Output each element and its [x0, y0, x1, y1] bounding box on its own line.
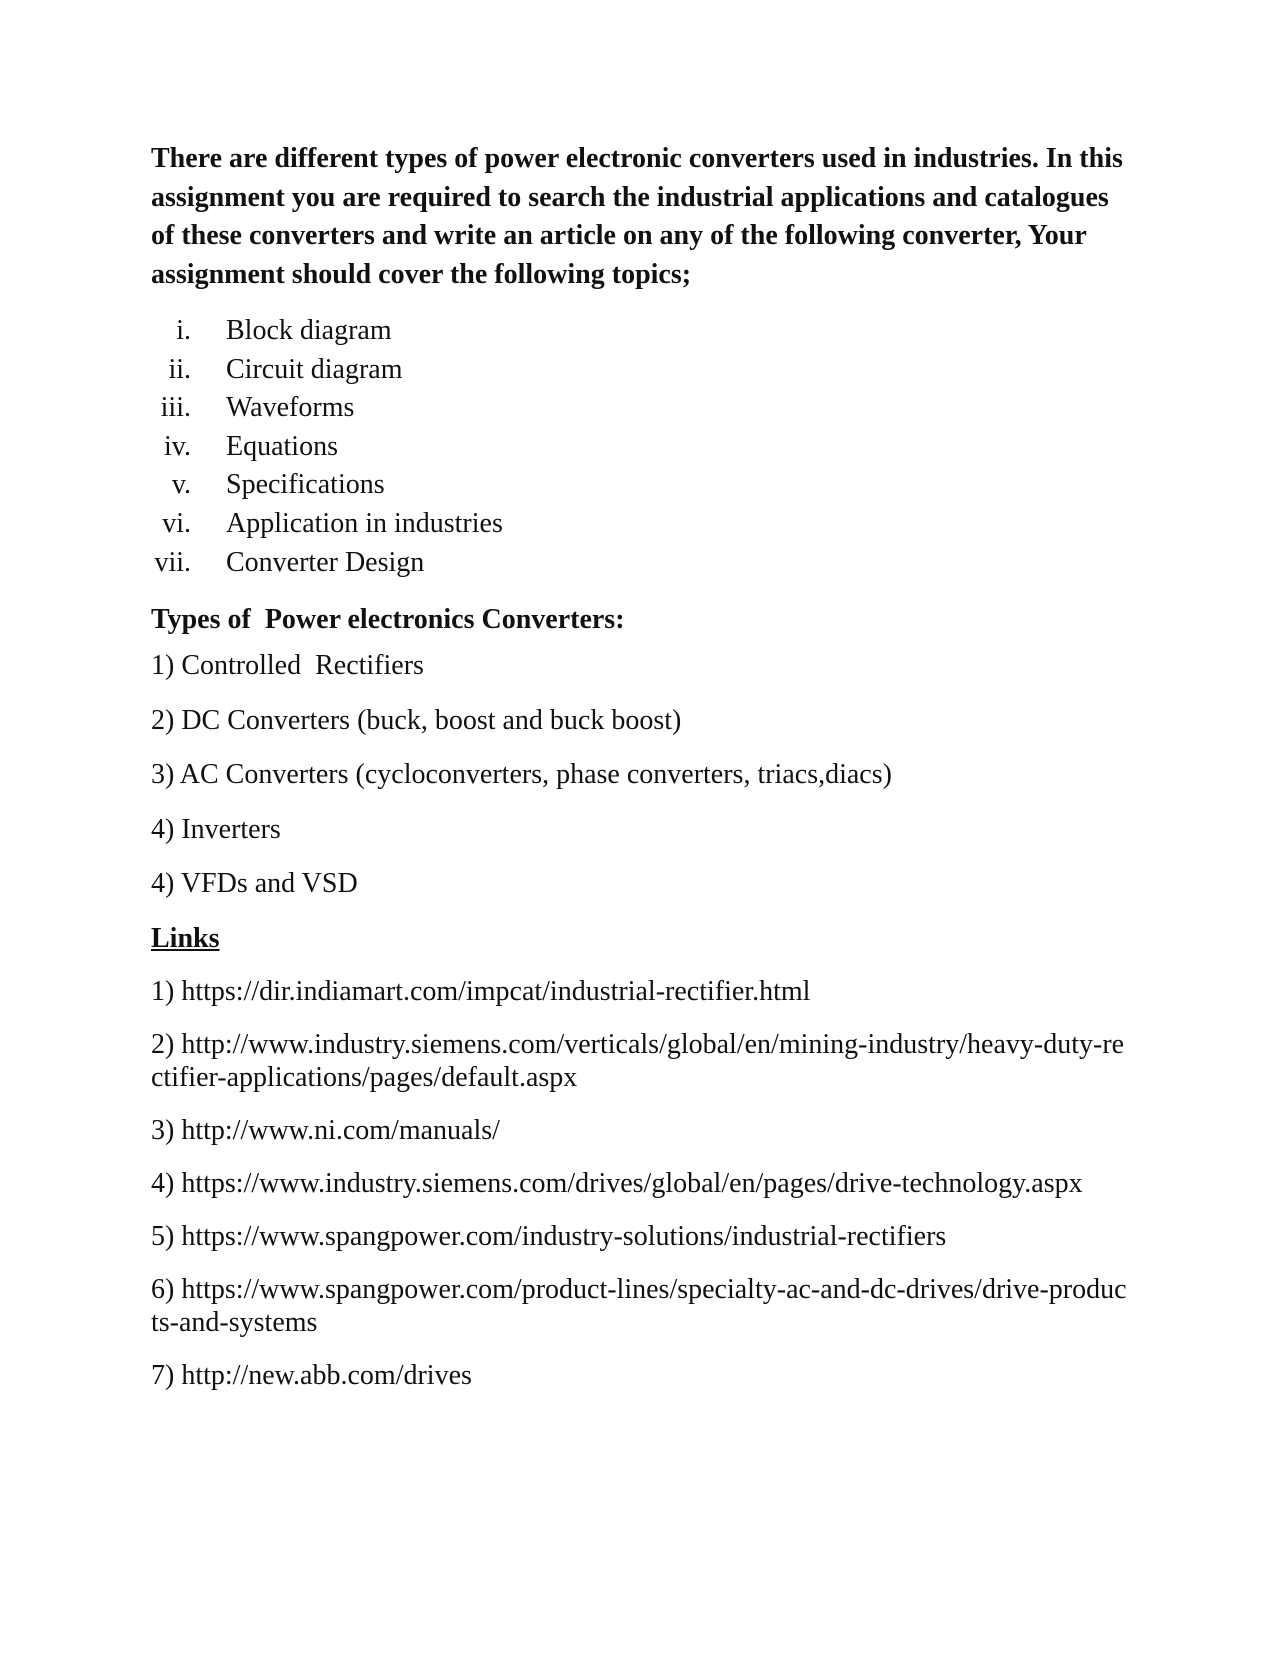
topic-number: iii.	[160, 392, 191, 424]
topic-label: Waveforms	[226, 392, 355, 424]
link-item	[151, 1359, 1131, 1392]
link-item	[151, 1220, 1131, 1253]
list-item	[151, 312, 1131, 351]
link-item	[151, 1114, 1131, 1147]
topic-number: vii.	[154, 546, 191, 578]
topic-label: Block diagram	[226, 315, 392, 346]
link-url[interactable]: http://www.ni.com/manuals/	[181, 1114, 500, 1146]
topic-label: Specifications	[226, 469, 385, 501]
list-item	[151, 428, 1131, 467]
document-page	[151, 140, 1131, 1412]
link-item	[151, 1028, 1131, 1094]
list-item	[151, 466, 1131, 505]
link-item	[151, 1273, 1131, 1339]
topic-number: iv.	[164, 430, 191, 462]
link-number: 5)	[151, 1220, 175, 1252]
list-item: 2) DC Converters (buck, boost and buck boost)	[151, 704, 682, 736]
list-item: 4) Inverters	[151, 813, 281, 845]
topic-number: vi.	[162, 507, 191, 539]
link-item	[151, 975, 1131, 1008]
links-heading: Links	[151, 922, 220, 954]
link-number: 6)	[151, 1273, 175, 1305]
link-number: 7)	[151, 1359, 175, 1391]
topic-label: Circuit diagram	[226, 353, 403, 385]
links-list	[151, 975, 1131, 1392]
link-number: 1)	[151, 975, 175, 1007]
link-url[interactable]: https://www.industry.siemens.com/drives/global/en/pages/drive-technology.aspx	[181, 1167, 1083, 1199]
link-url[interactable]: https://dir.indiamart.com/impcat/industrial-rectifier.html	[181, 975, 811, 1007]
link-url[interactable]: http://new.abb.com/drives	[181, 1359, 472, 1391]
converter-types-list	[151, 648, 1131, 921]
topic-label: Converter Design	[226, 546, 425, 578]
topic-label: Equations	[226, 430, 338, 462]
types-heading: Types of Power electronics Converters:	[151, 604, 625, 636]
intro-paragraph: There are different types of power electronic converters used in industries. In this assignment you are required to search the industrial applications and catalogues of these converters and write an article on any of the following converter, Your assignment should cover the following topics;	[151, 143, 1123, 290]
link-number: 2)	[151, 1028, 175, 1060]
link-url[interactable]: http://www.industry.siemens.com/verticals/global/en/mining-industry/heavy-duty-rectifier-applications/pages/default.aspx	[151, 1028, 1125, 1093]
link-number: 4)	[151, 1167, 175, 1199]
list-item: 4) VFDs and VSD	[151, 868, 358, 900]
list-item: 1) Controlled Rectifiers	[151, 650, 424, 682]
topic-number: v.	[171, 469, 191, 501]
list-item	[151, 544, 1131, 583]
topics-list	[151, 312, 1131, 582]
topic-number: ii.	[168, 353, 191, 385]
topic-number: i.	[176, 315, 191, 346]
link-item	[151, 1167, 1131, 1200]
list-item	[151, 389, 1131, 428]
link-url[interactable]: https://www.spangpower.com/industry-solutions/industrial-rectifiers	[181, 1220, 947, 1252]
topic-label: Application in industries	[226, 507, 503, 539]
list-item	[151, 351, 1131, 390]
list-item: 3) AC Converters (cycloconverters, phase converters, triacs,diacs)	[151, 759, 892, 791]
list-item	[151, 505, 1131, 544]
link-number: 3)	[151, 1114, 175, 1146]
link-url[interactable]: https://www.spangpower.com/product-lines/specialty-ac-and-dc-drives/drive-products-and-systems	[151, 1273, 1127, 1338]
